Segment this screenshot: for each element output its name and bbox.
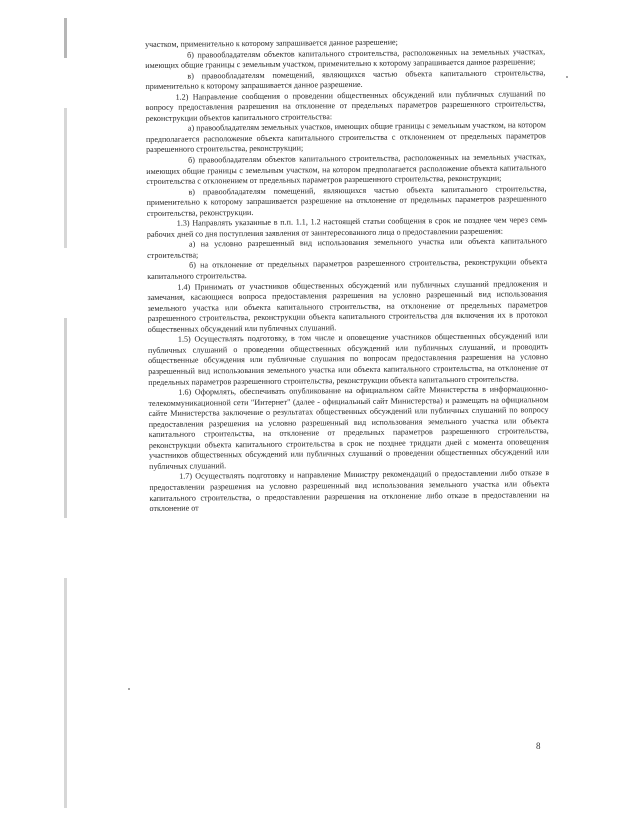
paragraph: б) правообладателям объектов капитального строительства, расположенных на земельных участках, имеющих общие границы с земельным участком, на котором предполагается расположение объекта капитального строительства с отклонением от предельных параметров разрешенного строительства, реконструкции; [146,152,547,187]
scan-margin-mark [64,18,74,808]
paragraph: 1.7) Осуществлять подготовку и направление Министру рекомендаций о предоставлении либо отказе в предоставлении разрешения на условно разрешенный вид использования земельного участка или объекта капитального строительства, о предоставлении разрешения на отклонение либо отказе в предоставлении на отклонение от [149,468,550,514]
paragraph: 1.3) Направлять указанные в п.п. 1.1, 1.2 настоящей статьи сообщения в срок не позднее чем через семь рабочих дней со дня поступления заявления от заинтересованного лица о предоставлении разрешения: [146,215,547,239]
paragraph: 1.2) Направление сообщения о проведении общественных обсуждений или публичных слушаний по вопросу предоставления разрешения на отклонение от предельных параметров разрешенного строительства, реконструкции объектов капитального строительства: [145,88,546,123]
paragraph: а) правообладателям земельных участков, имеющих общие границы с земельным участком, на котором предполагается расположение объекта капитального строительства с отклонением от предельных параметров разрешенного строительства, реконструкции; [145,120,546,155]
paragraph: б) правообладателям объектов капитального строительства, расположенных на земельных участках, имеющих общие границы с земельным участком, применительно к которому запрашивается данное разрешение; [145,46,546,71]
paragraph: в) правообладателям помещений, являющихся частью объекта капитального строительства, применительно к которому запрашивается разрешение на отклонение от предельных параметров разрешенного строительства, реконструкции. [146,183,547,218]
paragraph: участком, применительно к которому запрашивается данное разрешение; [145,37,398,49]
paragraph: 1.5) Осуществлять подготовку, в том числе и оповещение участников общественных обсуждений или публичных слушаний о проведении общественных обсуждений или публичных слушаний, и проводить общественные обсуждения или публичные слушания по вопросам предоставления разрешения на условно разрешенный вид использования земельного участка или объекта капитального строительства, на отклонение от предельных параметров разрешенного строительства, реконструкции объекта капитального строительства. [147,331,549,387]
page-number: 8 [536,741,541,751]
paragraph: 1.4) Принимать от участников общественных обсуждений или публичных слушаний предложения и замечания, касающиеся вопроса предоставления разрешения на условно разрешенный вид использования земельного участка или объекта капитального строительства, на отклонение от предельных параметров разрешенного строительства, реконструкции объекта капитального строительства для включения их в протокол общественных обсуждений или публичных слушаний. [147,278,548,334]
paragraph: 1.6) Оформлять, обеспечивать опубликование на официальном сайте Министерства в информационно-телекоммуникационной сети "Интернет" (далее - официальный сайт Министерства) и размещать на официальном сайте Министерства заключение о результатах общественных обсуждений или публичных слушаний по вопросу предоставления разрешения на условно разрешенный вид использования земельного участка или объекта капитального строительства, на отклонение от предельных параметров разрешенного строительства, реконструкции объекта капитального строительства в срок не позднее тридцати дней с момента оповещения участников общественных обсуждений или публичных слушаний о проведении общественных обсуждений или публичных слушаний. [148,384,550,471]
scan-speck [566,76,568,78]
document-body [145,36,550,514]
paragraph: а) на условно разрешенный вид использования земельного участка или объекта капитального строительства; [147,236,547,260]
paragraph: б) на отклонение от предельных параметров разрешенного строительства, реконструкции объекта капитального строительства. [147,257,548,282]
paragraph: в) правообладателям помещений, являющихся частью объекта капитального строительства, применительно к которому запрашивается данное разрешение. [145,67,546,92]
scan-speck [128,688,130,690]
